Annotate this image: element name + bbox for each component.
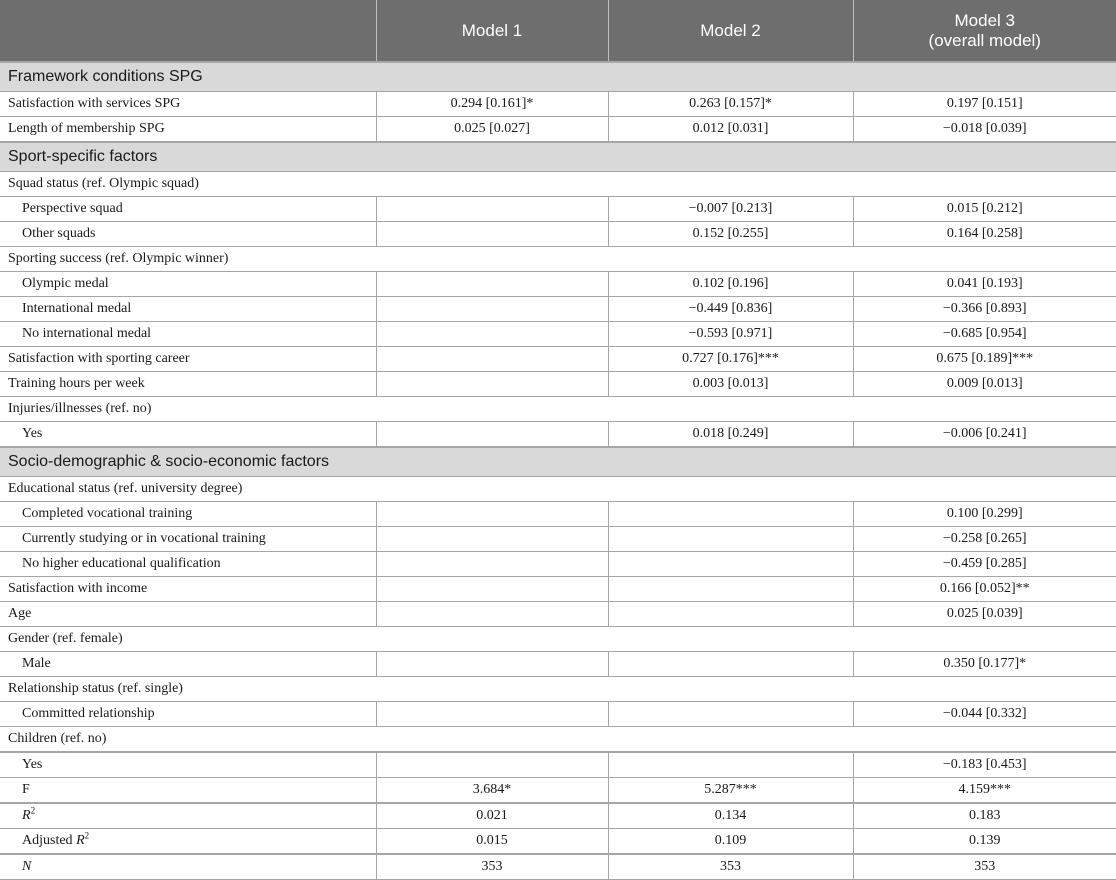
table-row-n (0, 854, 1116, 880)
cell-model-2 (608, 552, 853, 577)
row-label: Completed vocational training (0, 502, 376, 527)
table-row (0, 322, 1116, 347)
cell-model-3: 0.041 [0.193] (853, 272, 1116, 297)
table-row (0, 92, 1116, 117)
cell-model-3: −0.459 [0.285] (853, 552, 1116, 577)
row-label: Training hours per week (0, 372, 376, 397)
table-row-f-statistic (0, 778, 1116, 804)
cell-model-1 (376, 602, 608, 627)
table-row (0, 577, 1116, 602)
group-label: Relationship status (ref. single) (0, 677, 1116, 702)
cell-model-3: 4.159*** (853, 778, 1116, 804)
table-row (0, 222, 1116, 247)
cell-model-2: 0.263 [0.157]* (608, 92, 853, 117)
cell-model-2: 0.109 (608, 829, 853, 855)
cell-model-2: 0.018 [0.249] (608, 422, 853, 448)
cell-model-2: −0.007 [0.213] (608, 197, 853, 222)
row-label: Length of membership SPG (0, 117, 376, 143)
cell-model-2: −0.593 [0.971] (608, 322, 853, 347)
row-label: Satisfaction with sporting career (0, 347, 376, 372)
group-row (0, 677, 1116, 702)
cell-model-1 (376, 577, 608, 602)
table-row (0, 702, 1116, 727)
cell-model-3: −0.044 [0.332] (853, 702, 1116, 727)
cell-model-3: −0.183 [0.453] (853, 752, 1116, 778)
row-label (0, 803, 376, 829)
cell-model-2 (608, 652, 853, 677)
section-title: Sport-specific factors (0, 142, 1116, 172)
cell-model-1 (376, 652, 608, 677)
group-row (0, 627, 1116, 652)
row-label: Age (0, 602, 376, 627)
table-row-adjusted-r-squared (0, 829, 1116, 855)
cell-model-3: 0.350 [0.177]* (853, 652, 1116, 677)
cell-model-2: 0.134 (608, 803, 853, 829)
row-label: F (0, 778, 376, 804)
cell-model-1 (376, 297, 608, 322)
table-row (0, 422, 1116, 448)
group-label: Children (ref. no) (0, 727, 1116, 753)
section-title: Framework conditions SPG (0, 62, 1116, 92)
cell-model-1: 0.015 (376, 829, 608, 855)
cell-model-2 (608, 602, 853, 627)
group-label: Gender (ref. female) (0, 627, 1116, 652)
header-model-1: Model 1 (376, 0, 608, 62)
cell-model-2: 0.727 [0.176]*** (608, 347, 853, 372)
superscript-2: 2 (85, 830, 90, 840)
group-row (0, 397, 1116, 422)
superscript-2: 2 (31, 805, 36, 815)
table-row (0, 117, 1116, 143)
cell-model-3: −0.685 [0.954] (853, 322, 1116, 347)
table-row-r-squared (0, 803, 1116, 829)
row-label: Male (0, 652, 376, 677)
cell-model-3: 0.015 [0.212] (853, 197, 1116, 222)
cell-model-2: 0.003 [0.013] (608, 372, 853, 397)
cell-model-3: 0.164 [0.258] (853, 222, 1116, 247)
section-socio-demographic-factors (0, 447, 1116, 477)
adjusted-prefix: Adjusted (22, 833, 76, 848)
table-row (0, 372, 1116, 397)
cell-model-1 (376, 752, 608, 778)
header-model-3-title: Model 3 (854, 11, 1116, 31)
row-label: Yes (0, 752, 376, 778)
row-label: No international medal (0, 322, 376, 347)
row-label: Satisfaction with income (0, 577, 376, 602)
cell-model-2: −0.449 [0.836] (608, 297, 853, 322)
header-model-3-subtitle: (overall model) (854, 31, 1116, 51)
cell-model-3: 0.009 [0.013] (853, 372, 1116, 397)
row-label: Committed relationship (0, 702, 376, 727)
cell-model-3: 0.100 [0.299] (853, 502, 1116, 527)
header-model-3 (853, 0, 1116, 62)
cell-model-1 (376, 527, 608, 552)
table-row (0, 272, 1116, 297)
cell-model-2 (608, 502, 853, 527)
cell-model-2: 353 (608, 854, 853, 880)
table-row (0, 527, 1116, 552)
cell-model-1: 0.025 [0.027] (376, 117, 608, 143)
row-label: No higher educational qualification (0, 552, 376, 577)
group-label: Sporting success (ref. Olympic winner) (0, 247, 1116, 272)
cell-model-1: 0.021 (376, 803, 608, 829)
cell-model-1: 3.684* (376, 778, 608, 804)
cell-model-3: 0.675 [0.189]*** (853, 347, 1116, 372)
cell-model-1 (376, 347, 608, 372)
row-label: Other squads (0, 222, 376, 247)
cell-model-2: 0.012 [0.031] (608, 117, 853, 143)
cell-model-3: −0.018 [0.039] (853, 117, 1116, 143)
table-row (0, 652, 1116, 677)
cell-model-1: 353 (376, 854, 608, 880)
row-label: Olympic medal (0, 272, 376, 297)
cell-model-1 (376, 272, 608, 297)
group-row (0, 477, 1116, 502)
cell-model-3: −0.366 [0.893] (853, 297, 1116, 322)
header-variable-column (0, 0, 376, 62)
cell-model-2 (608, 577, 853, 602)
cell-model-1 (376, 552, 608, 577)
group-label: Squad status (ref. Olympic squad) (0, 172, 1116, 197)
cell-model-2: 0.152 [0.255] (608, 222, 853, 247)
cell-model-1 (376, 197, 608, 222)
cell-model-3: 0.139 (853, 829, 1116, 855)
cell-model-3: 0.025 [0.039] (853, 602, 1116, 627)
row-label (0, 854, 376, 880)
row-label: Currently studying or in vocational training (0, 527, 376, 552)
row-label (0, 829, 376, 855)
section-framework-conditions (0, 62, 1116, 92)
cell-model-3: −0.006 [0.241] (853, 422, 1116, 448)
cell-model-1 (376, 372, 608, 397)
section-sport-specific-factors (0, 142, 1116, 172)
header-model-2: Model 2 (608, 0, 853, 62)
cell-model-3: 0.166 [0.052]** (853, 577, 1116, 602)
cell-model-3: −0.258 [0.265] (853, 527, 1116, 552)
table-row (0, 502, 1116, 527)
cell-model-2: 0.102 [0.196] (608, 272, 853, 297)
cell-model-1 (376, 422, 608, 448)
table-header-row (0, 0, 1116, 62)
cell-model-1 (376, 222, 608, 247)
cell-model-1 (376, 502, 608, 527)
section-title: Socio-demographic & socio-economic factors (0, 447, 1116, 477)
row-label: Perspective squad (0, 197, 376, 222)
cell-model-2: 5.287*** (608, 778, 853, 804)
table-row (0, 552, 1116, 577)
table-row (0, 752, 1116, 778)
cell-model-1: 0.294 [0.161]* (376, 92, 608, 117)
group-row (0, 247, 1116, 272)
cell-model-3: 0.183 (853, 803, 1116, 829)
cell-model-3: 0.197 [0.151] (853, 92, 1116, 117)
table-row (0, 602, 1116, 627)
r-symbol: R (22, 808, 31, 823)
row-label: Satisfaction with services SPG (0, 92, 376, 117)
cell-model-1 (376, 322, 608, 347)
table-row (0, 347, 1116, 372)
group-row (0, 727, 1116, 753)
cell-model-2 (608, 527, 853, 552)
cell-model-3: 353 (853, 854, 1116, 880)
cell-model-2 (608, 702, 853, 727)
n-symbol: N (22, 859, 31, 874)
r-symbol: R (76, 833, 85, 848)
group-label: Injuries/illnesses (ref. no) (0, 397, 1116, 422)
group-row (0, 172, 1116, 197)
cell-model-1 (376, 702, 608, 727)
table-row (0, 197, 1116, 222)
row-label: International medal (0, 297, 376, 322)
group-label: Educational status (ref. university degree) (0, 477, 1116, 502)
cell-model-2 (608, 752, 853, 778)
row-label: Yes (0, 422, 376, 448)
table-row (0, 297, 1116, 322)
